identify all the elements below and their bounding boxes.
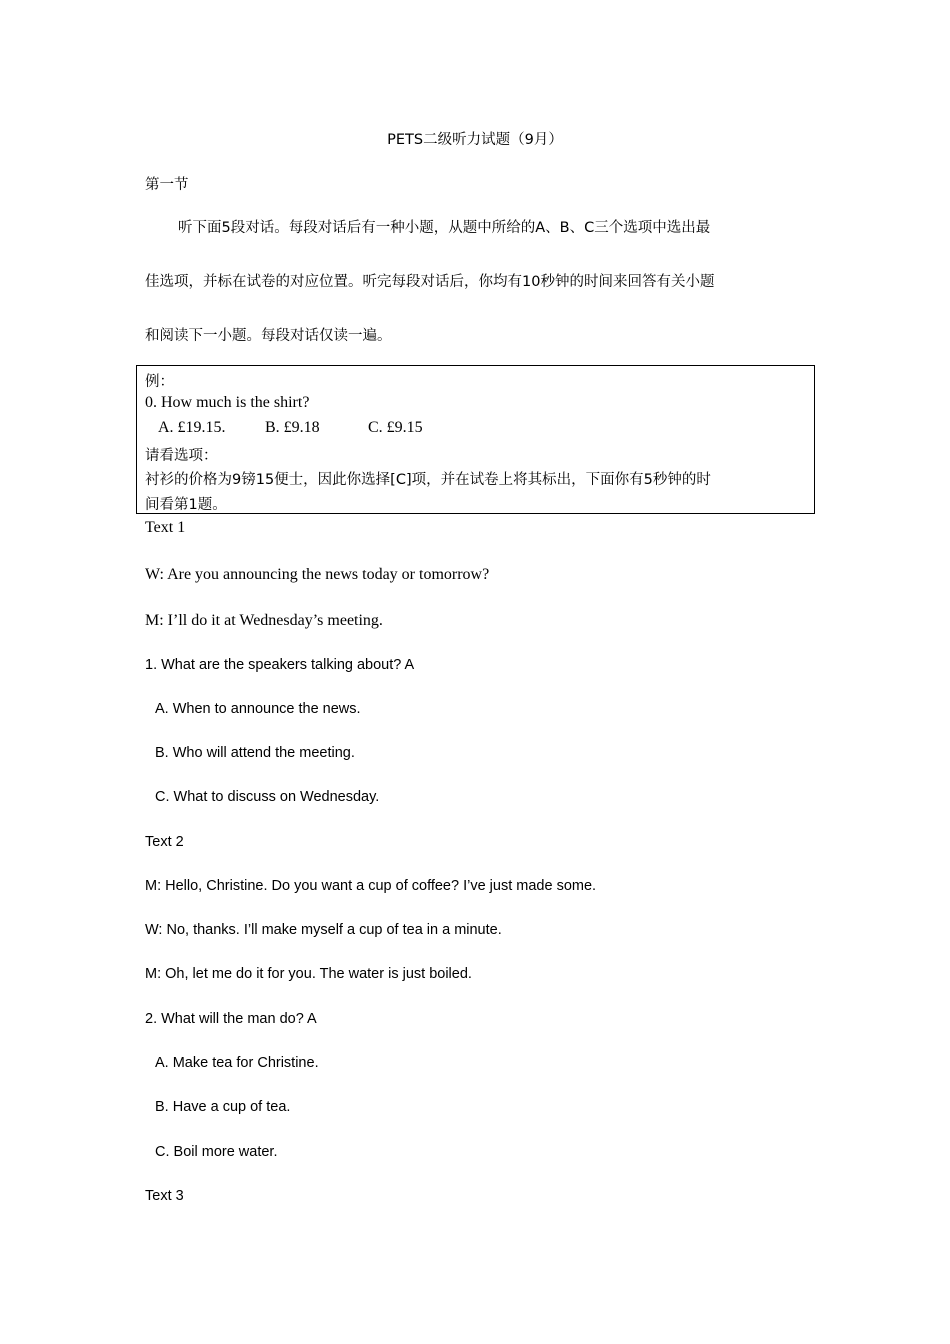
example-explanation-2: 间看第1题。 <box>145 497 227 513</box>
text3-heading: Text 3 <box>145 1188 184 1204</box>
instruction-line-1: 听下面5段对话。每段对话后有一种小题，从题中所给的A、B、C三个选项中选出最 <box>178 220 711 236</box>
example-explanation-1: 衬衫的价格为9镑15便士，因此你选择[C]项，并在试卷上将其标出，下面你有5秒钟的时 <box>145 472 711 488</box>
text2-dialogue-line: M: Hello, Christine. Do you want a cup of coffee? I’ve just made some. <box>145 878 597 894</box>
text2-dialogue-line: W: No, thanks. I’ll make myself a cup of tea in a minute. <box>145 922 502 938</box>
text2-question: 2. What will the man do? A <box>145 1011 317 1027</box>
text1-option-b: B. Who will attend the meeting. <box>155 745 355 761</box>
example-question: 0. How much is the shirt? <box>145 394 310 411</box>
text2-option-b: B. Have a cup of tea. <box>155 1099 291 1115</box>
example-option-a: A. £19.15. <box>158 419 226 436</box>
example-box <box>136 365 815 514</box>
page-title: PETS二级听力试题（9月） <box>387 132 563 148</box>
text1-dialogue-line: M: I’ll do it at Wednesday’s meeting. <box>145 612 383 629</box>
section-heading: 第一节 <box>145 177 189 193</box>
text2-heading: Text 2 <box>145 834 184 850</box>
example-label: 例： <box>145 374 174 390</box>
text1-option-c: C. What to discuss on Wednesday. <box>155 789 380 805</box>
text2-option-a: A. Make tea for Christine. <box>155 1055 319 1071</box>
example-option-c: C. £9.15 <box>368 419 423 436</box>
text1-heading: Text 1 <box>145 519 186 536</box>
instruction-line-2: 佳选项，并标在试卷的对应位置。听完每段对话后，你均有10秒钟的时间来回答有关小题 <box>145 274 715 290</box>
text2-dialogue-line: M: Oh, let me do it for you. The water is just boiled. <box>145 966 472 982</box>
text1-dialogue-line: W: Are you announcing the news today or tomorrow? <box>145 566 490 583</box>
example-option-b: B. £9.18 <box>265 419 320 436</box>
text2-option-c: C. Boil more water. <box>155 1144 278 1160</box>
instruction-line-3: 和阅读下一小题。每段对话仅读一遍。 <box>145 328 392 344</box>
example-look-label: 请看选项： <box>145 448 218 464</box>
text1-option-a: A. When to announce the news. <box>155 701 361 717</box>
text1-question: 1. What are the speakers talking about? A <box>145 657 415 673</box>
